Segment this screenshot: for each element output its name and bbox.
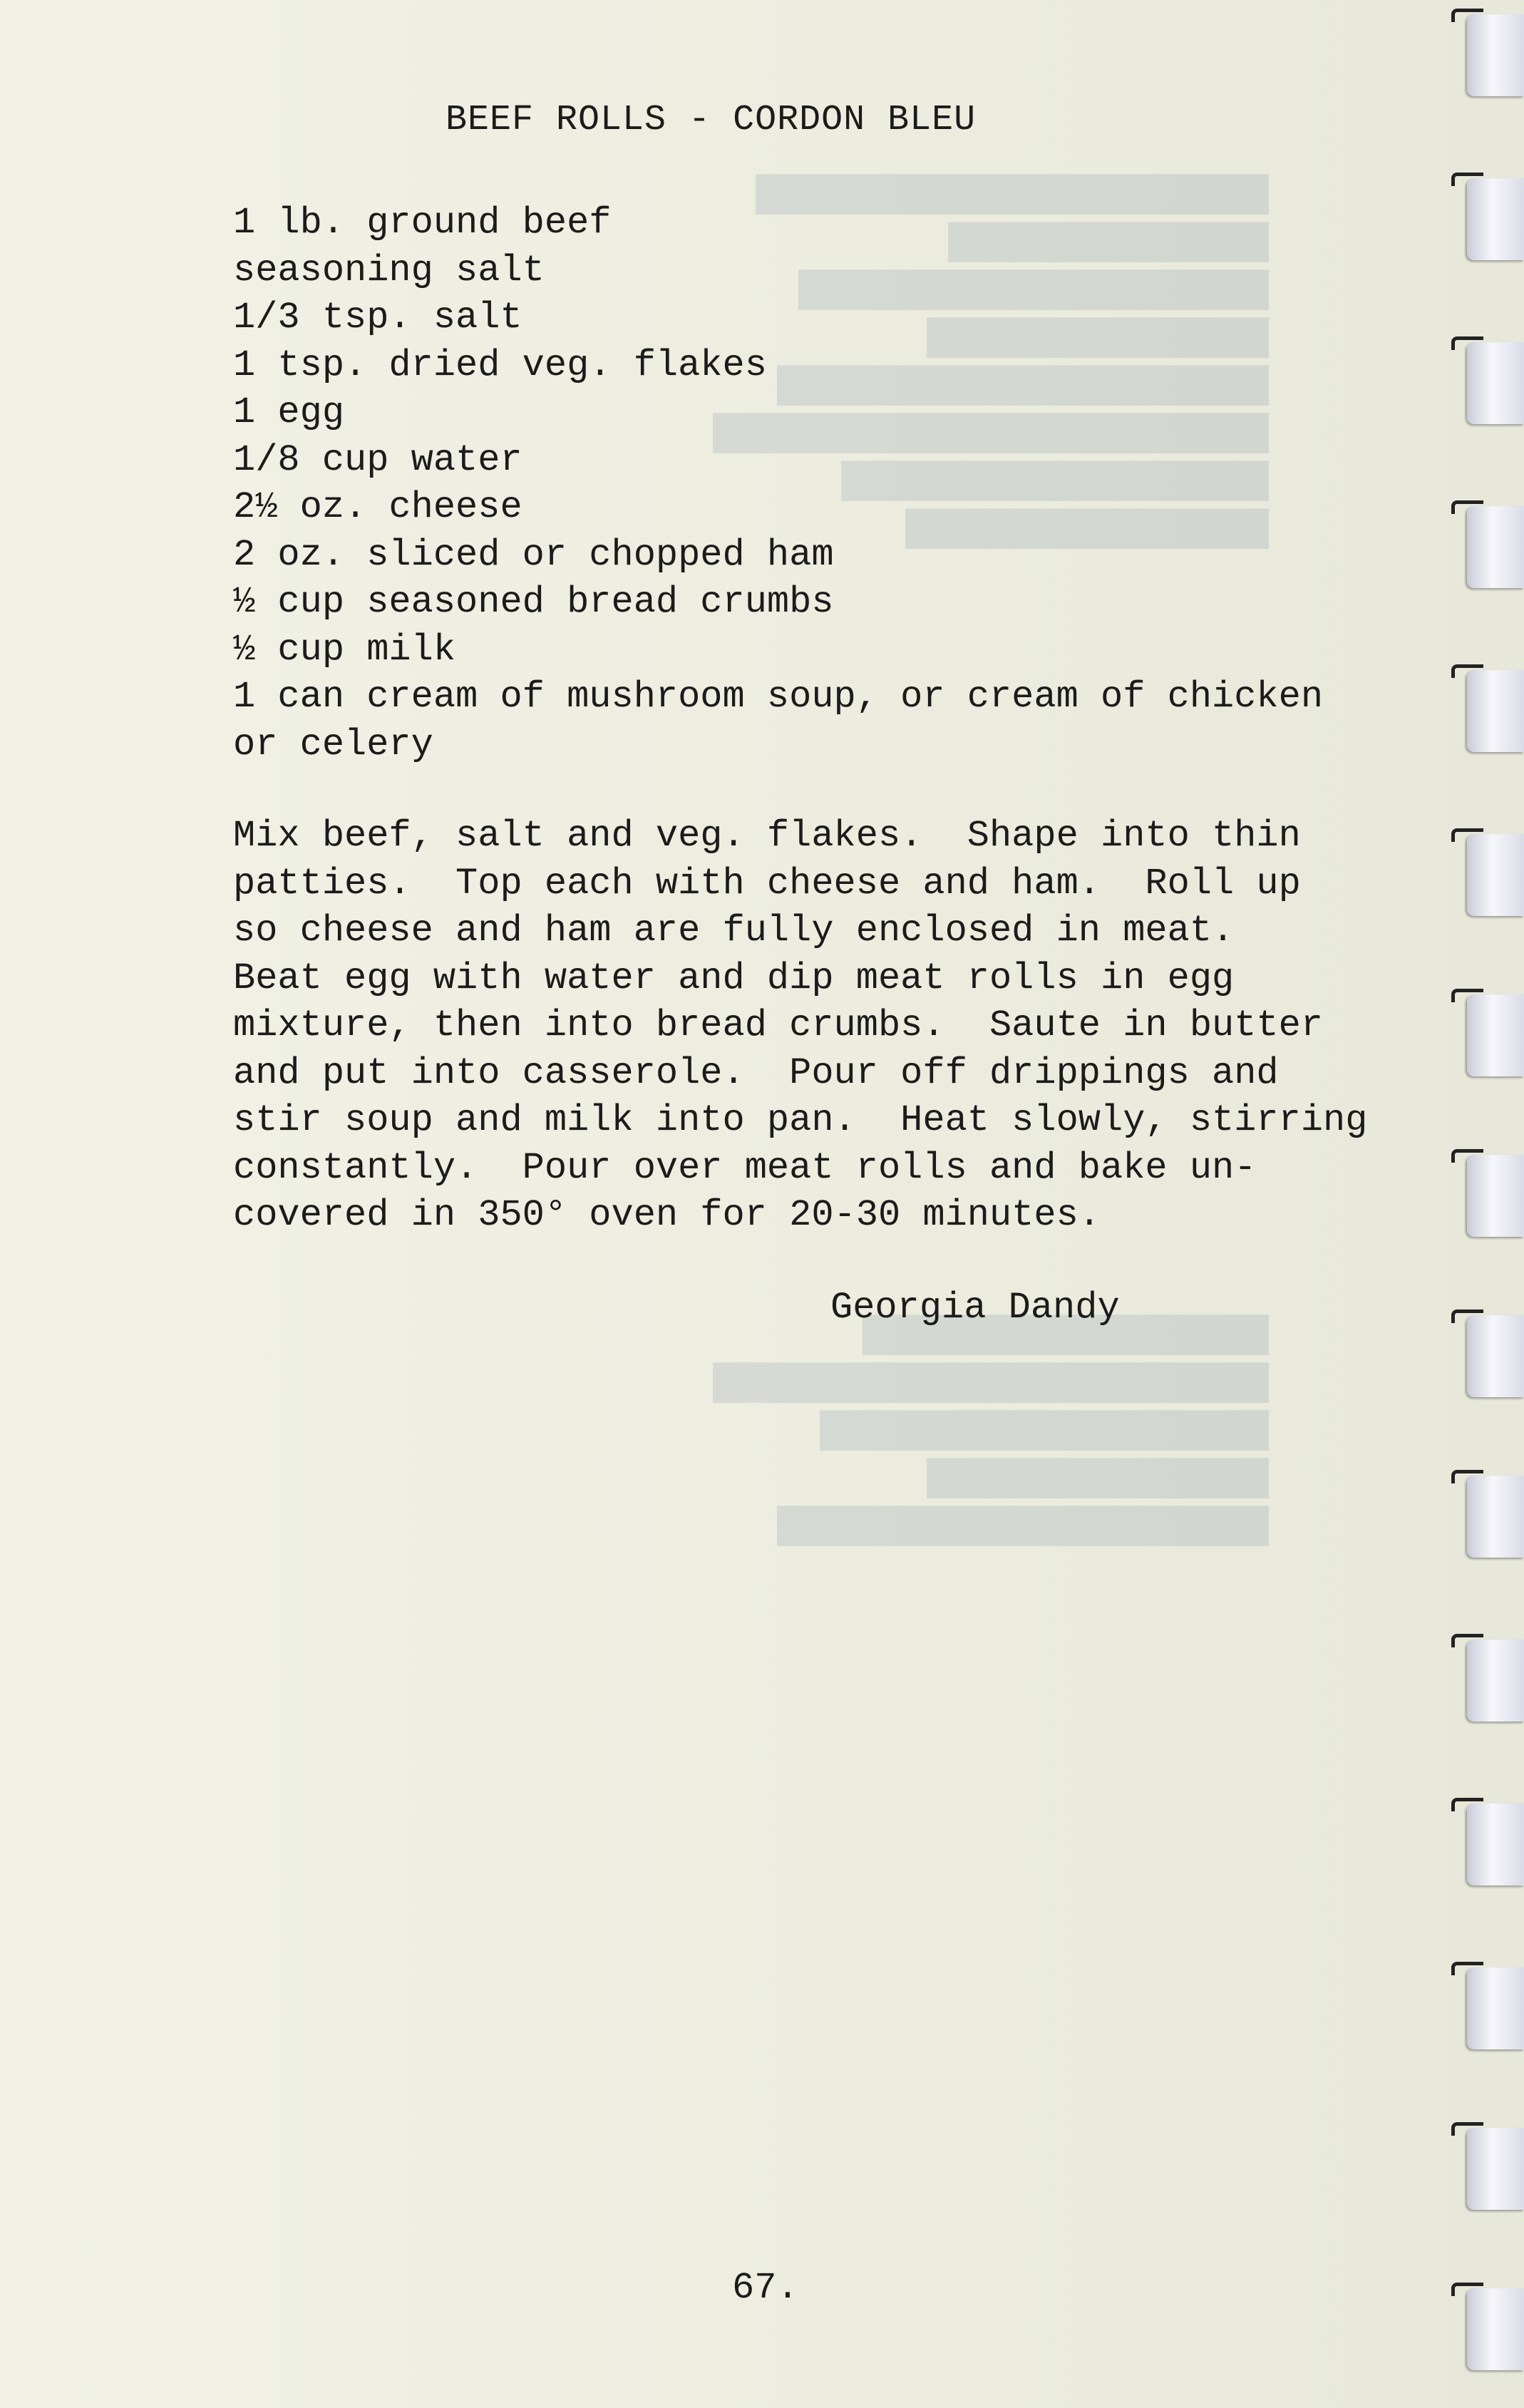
- binding-tab: [1467, 2288, 1524, 2370]
- binding-tab: [1467, 506, 1524, 588]
- ingredient-item: 2 oz. sliced or chopped ham: [233, 533, 834, 576]
- binding-tab: [1467, 178, 1524, 260]
- ingredient-item: 1/8 cup water: [233, 438, 522, 481]
- binding-tab: [1467, 342, 1524, 424]
- spiral-binding: [1438, 0, 1524, 2408]
- recipe-author: Georgia Dandy: [830, 1287, 1120, 1329]
- method-line: so cheese and ham are fully enclosed in meat.: [233, 910, 1235, 952]
- recipe-title: BEEF ROLLS - CORDON BLEU: [446, 100, 977, 140]
- ingredient-item: 1/3 tsp. salt: [233, 297, 522, 339]
- method-line: patties. Top each with cheese and ham. Roll up: [233, 862, 1301, 905]
- ingredient-item: 1 can cream of mushroom soup, or cream of chicken: [233, 676, 1324, 718]
- binding-tab: [1467, 994, 1524, 1076]
- ingredient-item: 1 egg: [233, 391, 345, 433]
- method-line: and put into casserole. Pour off drippings and: [233, 1051, 1279, 1094]
- binding-tab: [1467, 1804, 1524, 1885]
- method-line: constantly. Pour over meat rolls and bake un-: [233, 1146, 1257, 1189]
- ingredient-item: 2½ oz. cheese: [233, 486, 522, 528]
- binding-tab: [1467, 1476, 1524, 1558]
- ingredient-item: 1 lb. ground beef: [233, 202, 612, 244]
- method-line: stir soup and milk into pan. Heat slowly, stirring: [233, 1099, 1368, 1141]
- ingredient-item: ½ cup seasoned bread crumbs: [233, 581, 834, 623]
- method-line: Beat egg with water and dip meat rolls in egg: [233, 957, 1235, 999]
- page-number: 67.: [732, 2267, 799, 2309]
- binding-tab: [1467, 670, 1524, 752]
- binding-tab: [1467, 1967, 1524, 2049]
- binding-tab: [1467, 14, 1524, 96]
- binding-tab: [1467, 1315, 1524, 1397]
- reverse-side-bleed-through-lower: ███████████████████ ██████████████████████████ █████████████████████ ████████████████ ███████████████████████: [713, 1315, 1270, 1547]
- method-line: mixture, then into bread crumbs. Saute in butter: [233, 1004, 1324, 1046]
- method-line: covered in 350° oven for 20-30 minutes.: [233, 1194, 1101, 1236]
- ingredient-list: [233, 200, 1445, 768]
- binding-tab: [1467, 1640, 1524, 1722]
- method-line: Mix beef, salt and veg. flakes. Shape into thin: [233, 815, 1301, 857]
- binding-tab: [1467, 1155, 1524, 1237]
- ingredient-item: ½ cup milk: [233, 628, 456, 671]
- reverse-side-bleed-through: ████████████████████████ ███████████████ ██████████████████████ ████████████████ ███████████████████████ ██████████████████████████ ████████████████████ █████████████████: [713, 175, 1270, 550]
- ingredient-item: 1 tsp. dried veg. flakes: [233, 344, 767, 386]
- method-paragraph: [233, 813, 1459, 1240]
- ingredient-item: seasoning salt: [233, 249, 545, 292]
- ingredient-item: or celery: [233, 723, 433, 766]
- binding-tab: [1467, 834, 1524, 916]
- binding-tab: [1467, 2128, 1524, 2210]
